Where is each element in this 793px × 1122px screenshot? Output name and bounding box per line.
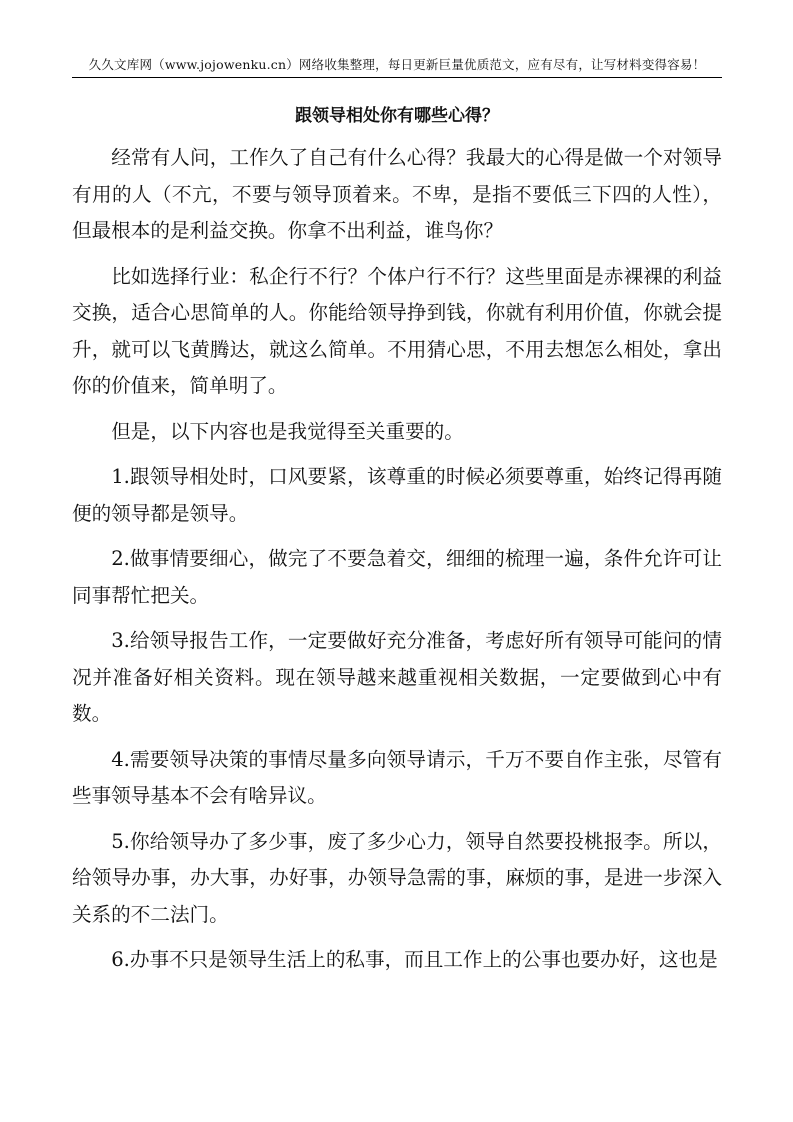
page-header: 久久文库网（www.jojowenku.cn）网络收集整理，每日更新巨量优质范文，应有尽有，让写材料变得容易！ [88, 57, 706, 72]
header-divider [72, 77, 722, 78]
paragraph-intro: 经常有人问，工作久了自己有什么心得？我最大的心得是做一个对领导有用的人（不亢，不要与领导顶着来。不卑，是指不要低三下四的人性），但最根本的是利益交换。你拿不出利益，谁鸟你？ [72, 146, 722, 242]
paragraph-point-5: 5.你给领导办了多少事，废了多少心力，领导自然要投桃报李。所以，给领导办事，办大事，办好事，办领导急需的事，麻烦的事，是进一步深入关系的不二法门。 [72, 829, 722, 926]
paragraph-point-2: 2.做事情要细心，做完了不要急着交，细细的梳理一遍，条件允许可让同事帮忙把关。 [72, 547, 722, 607]
paragraph-transition: 但是，以下内容也是我觉得至关重要的。 [111, 419, 464, 443]
paragraph-industry: 比如选择行业：私企行不行？个体户行不行？这些里面是赤裸裸的利益交换，适合心思简单的人。你能给领导挣到钱，你就有利用价值，你就会提升，就可以飞黄腾达，就这么简单。不用猜心思，不用去想怎么相处，拿出你的价值来，简单明了。 [72, 264, 722, 397]
paragraph-point-4: 4.需要领导决策的事情尽量多向领导请示，千万不要自作主张，尽管有些事领导基本不会有啥异议。 [72, 747, 722, 807]
document-title: 跟领导相处你有哪些心得？ [295, 106, 499, 126]
paragraph-point-1: 1.跟领导相处时，口风要紧，该尊重的时候必须要尊重，始终记得再随便的领导都是领导。 [72, 465, 722, 525]
paragraph-point-3: 3.给领导报告工作，一定要做好充分准备，考虑好所有领导可能问的情况并准备好相关资料。现在领导越来越重视相关数据，一定要做到心中有数。 [72, 629, 722, 725]
paragraph-point-6: 6.办事不只是领导生活上的私事，而且工作上的公事也要办好，这也是 [111, 948, 718, 971]
document-body [72, 140, 722, 988]
